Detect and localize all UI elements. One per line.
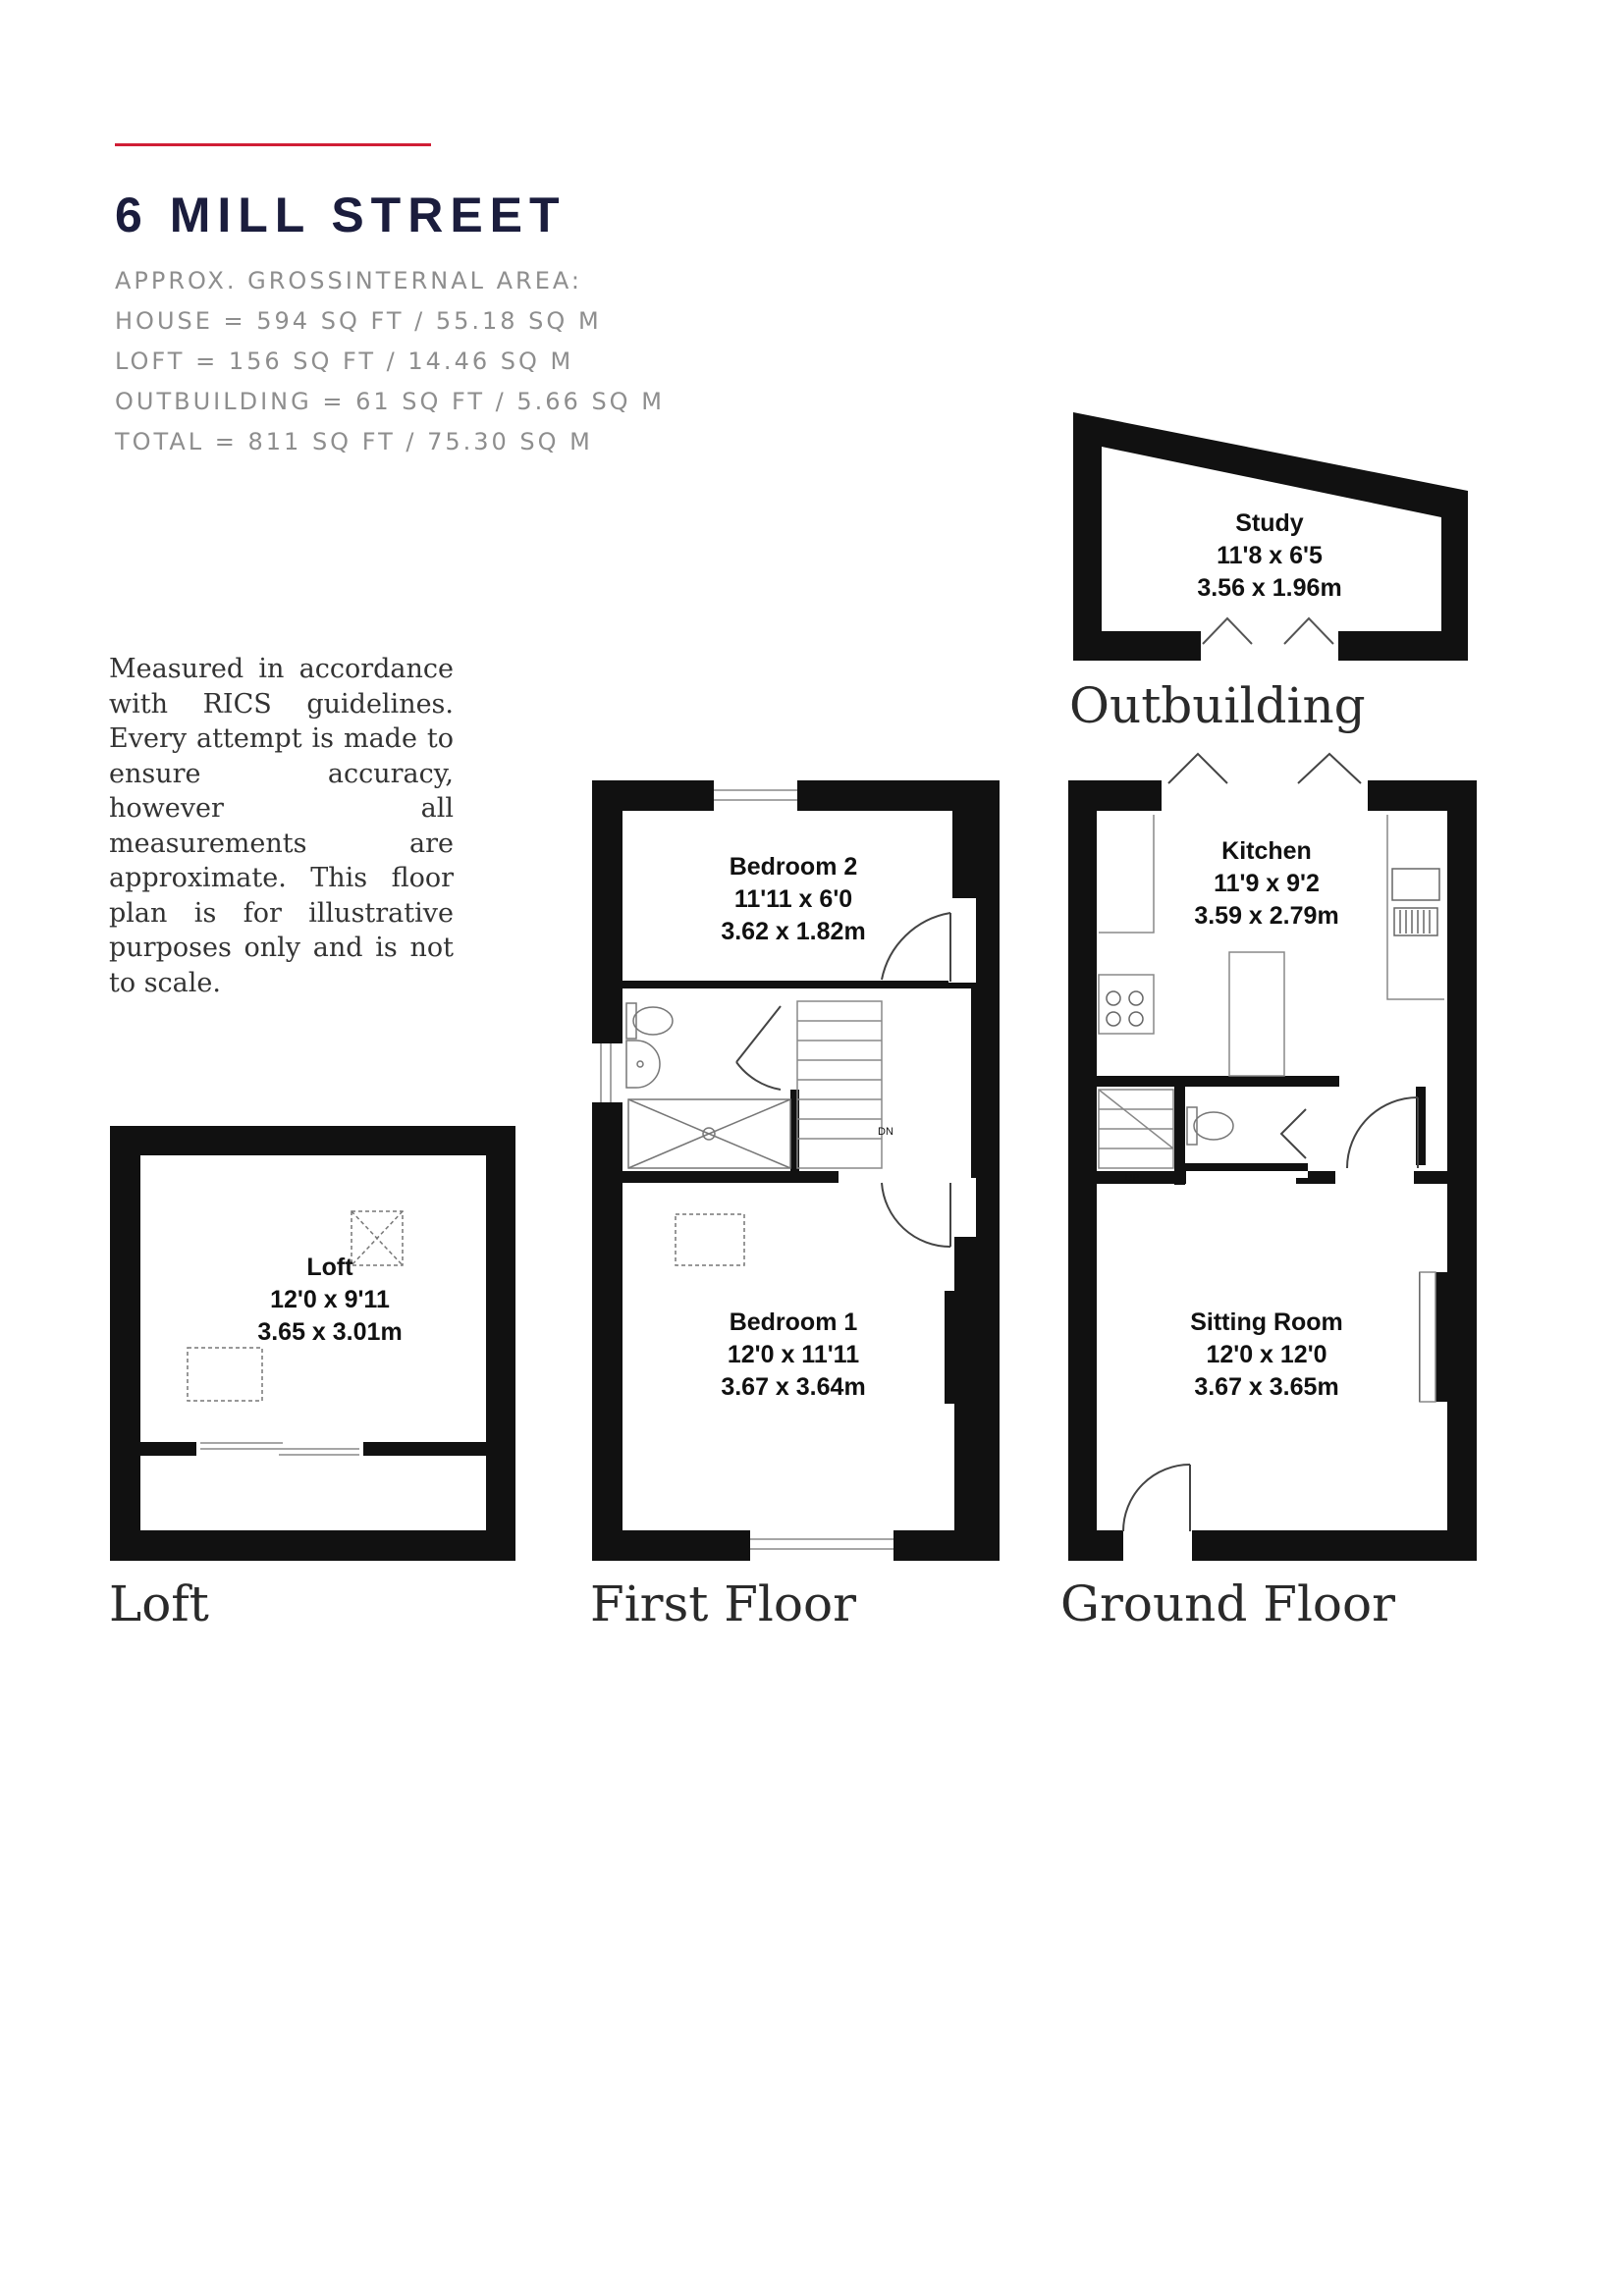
svg-text:Loft: Loft <box>306 1254 353 1281</box>
svg-text:3.62 x 1.82m: 3.62 x 1.82m <box>721 918 866 945</box>
svg-text:11'8 x 6'5: 11'8 x 6'5 <box>1217 542 1323 569</box>
area-house: HOUSE = 594 SQ FT / 55.18 SQ M <box>115 307 602 335</box>
svg-text:12'0 x 9'11: 12'0 x 9'11 <box>270 1286 390 1313</box>
svg-text:3.56 x 1.96m: 3.56 x 1.96m <box>1197 574 1342 602</box>
svg-text:Study: Study <box>1235 509 1304 537</box>
measurement-disclaimer: Measured in accordance with RICS guidelines. Every attempt is made to ensure accuracy, however all measurements are approximate. This floor plan is for illustrative purposes only and is not to scale. <box>109 654 454 998</box>
svg-text:11'11 x 6'0: 11'11 x 6'0 <box>733 885 853 913</box>
svg-text:3.65 x 3.01m: 3.65 x 3.01m <box>257 1318 403 1346</box>
area-total: TOTAL = 811 SQ FT / 75.30 SQ M <box>115 428 593 455</box>
svg-text:3.67 x 3.65m: 3.67 x 3.65m <box>1194 1373 1339 1401</box>
ground-floor-label: Ground Floor <box>1060 1575 1396 1632</box>
svg-text:Bedroom 1: Bedroom 1 <box>729 1308 858 1336</box>
property-title: 6 MILL STREET <box>115 187 567 242</box>
bedroom-2-label <box>721 853 865 945</box>
ground-floor-partitions <box>1185 1163 1308 1171</box>
svg-text:Kitchen: Kitchen <box>1221 837 1312 865</box>
svg-text:12'0 x 11'11: 12'0 x 11'11 <box>727 1341 860 1368</box>
outbuilding-walls <box>1073 412 1468 664</box>
loft-floor-label: Loft <box>109 1575 209 1632</box>
bedroom-1-label <box>721 1308 865 1401</box>
svg-text:11'9 x 9'2: 11'9 x 9'2 <box>1214 870 1320 897</box>
svg-text:Bedroom 2: Bedroom 2 <box>729 853 858 881</box>
sitting-room-label <box>1190 1308 1343 1401</box>
svg-text:Sitting Room: Sitting Room <box>1190 1308 1343 1336</box>
ground-stair-label: UP <box>1124 1172 1140 1184</box>
outbuilding-label: Outbuilding <box>1069 677 1366 734</box>
svg-text:12'0 x 12'0: 12'0 x 12'0 <box>1206 1341 1327 1368</box>
svg-text:3.59 x 2.79m: 3.59 x 2.79m <box>1194 902 1339 930</box>
fireplace-icon <box>1420 1272 1435 1402</box>
area-loft: LOFT = 156 SQ FT / 14.46 SQ M <box>115 347 574 375</box>
area-outbuilding: OUTBUILDING = 61 SQ FT / 5.66 SQ M <box>115 388 665 415</box>
first-stair-label: DN <box>878 1126 893 1138</box>
svg-text:3.67 x 3.64m: 3.67 x 3.64m <box>721 1373 866 1401</box>
first-floor-label: First Floor <box>590 1575 857 1632</box>
area-heading: APPROX. GROSSINTERNAL AREA: <box>115 267 582 294</box>
